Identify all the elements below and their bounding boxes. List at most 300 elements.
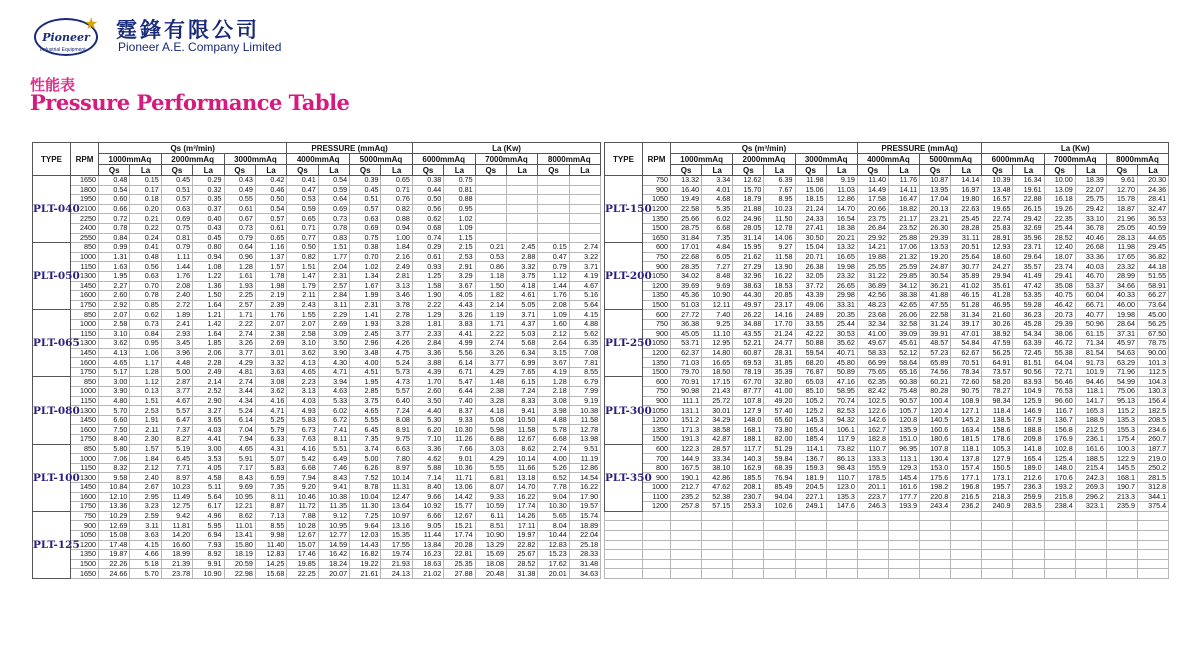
value-cell: 24.36 (1137, 185, 1168, 195)
value-cell: 22.98 (224, 569, 255, 579)
value-cell: 36.78 (1075, 223, 1106, 233)
value-cell: 190.7 (1106, 483, 1137, 493)
value-cell: 0.41 (287, 176, 318, 186)
logo-text: Pioneer (42, 30, 90, 44)
value-cell: 31.11 (951, 233, 982, 243)
value-cell: 8.48 (702, 271, 733, 281)
rpm-cell: 1300 (71, 473, 99, 483)
value-cell: 4.37 (506, 319, 537, 329)
value-cell: 6.15 (506, 377, 537, 387)
value-cell: 28.31 (764, 348, 795, 358)
value-cell: 0.75 (444, 176, 475, 186)
value-cell: 50.88 (795, 339, 826, 349)
value-cell: 2.58 (99, 319, 130, 329)
value-cell: 7.78 (538, 483, 569, 493)
table-row (605, 319, 1169, 329)
value-cell: 4.81 (224, 367, 255, 377)
value-cell: 13.06 (444, 483, 475, 493)
value-cell: 1.91 (130, 415, 161, 425)
value-cell: 19.97 (506, 530, 537, 540)
value-cell: 3.08 (538, 396, 569, 406)
qs-header: Qs (982, 165, 1013, 176)
value-cell: 3.88 (412, 358, 443, 368)
value-cell: 0.68 (412, 223, 443, 233)
value-cell: 6.02 (318, 406, 349, 416)
blank-cell (795, 540, 826, 550)
value-cell: 4.19 (569, 271, 600, 281)
value-cell: 25.75 (1075, 195, 1106, 205)
blank-cell (733, 550, 764, 560)
value-cell: 17.58 (857, 195, 888, 205)
value-cell: 1.06 (130, 348, 161, 358)
value-cell: 5.83 (255, 463, 286, 473)
value-cell: 13.90 (764, 262, 795, 272)
value-cell: 1.51 (318, 243, 349, 253)
value-cell: 111.1 (671, 396, 702, 406)
value-cell: 24.87 (920, 262, 951, 272)
value-cell: 145.2 (951, 415, 982, 425)
value-cell: 8.78 (350, 483, 381, 493)
table-row (33, 521, 601, 531)
value-cell: 42.65 (888, 300, 919, 310)
page-title: Pressure Performance Table (30, 90, 350, 115)
value-cell: 14.49 (857, 185, 888, 195)
blank-cell (982, 559, 1013, 569)
blank-cell (982, 540, 1013, 550)
table-row (605, 435, 1169, 445)
value-cell: 0.65 (255, 233, 286, 243)
qs-header: Qs (538, 165, 569, 176)
value-cell: 5.68 (506, 339, 537, 349)
company-name-en: Pioneer A.E. Company Limited (118, 40, 282, 54)
value-cell: 0.53 (475, 252, 506, 262)
value-cell: 238.4 (1044, 502, 1075, 512)
table-row (605, 243, 1169, 253)
blank-cell (1044, 540, 1075, 550)
value-cell: 236.3 (1013, 483, 1044, 493)
blank-cell (1137, 569, 1168, 579)
value-cell: 2.23 (287, 377, 318, 387)
value-cell: 6.49 (318, 454, 349, 464)
qs-group-header: Qs (m³/min) (99, 143, 287, 154)
value-cell: 56.25 (1137, 319, 1168, 329)
table-row (33, 483, 601, 493)
value-cell: 33.10 (1075, 214, 1106, 224)
value-cell: 10.92 (412, 502, 443, 512)
rpm-cell: 1350 (643, 291, 671, 301)
value-cell: 2.74 (224, 377, 255, 387)
value-cell: 39.69 (671, 281, 702, 291)
value-cell: 0.78 (99, 223, 130, 233)
value-cell: 86.13 (826, 454, 857, 464)
blank-cell (1106, 540, 1137, 550)
value-cell: 4.58 (193, 473, 224, 483)
value-cell: 4.03 (193, 425, 224, 435)
value-cell: 0.69 (350, 223, 381, 233)
value-cell: 17.46 (287, 550, 318, 560)
value-cell: 83.93 (1013, 377, 1044, 387)
value-cell: 34.63 (569, 569, 600, 579)
value-cell: 11.19 (569, 454, 600, 464)
value-cell: 27.88 (444, 569, 475, 579)
value-cell: 3.32 (255, 358, 286, 368)
blank-cell (702, 511, 733, 521)
value-cell: 52.12 (888, 348, 919, 358)
rpm-cell: 1200 (643, 204, 671, 214)
value-cell: 0.76 (381, 195, 412, 205)
value-cell: 6.60 (99, 415, 130, 425)
rpm-cell: 900 (643, 329, 671, 339)
value-cell: 9.66 (412, 492, 443, 502)
value-cell: 0.59 (318, 185, 349, 195)
value-cell: 47.42 (1013, 281, 1044, 291)
value-cell: 180.6 (920, 435, 951, 445)
value-cell: 2.14 (475, 300, 506, 310)
value-cell: 0.43 (224, 176, 255, 186)
value-cell: 215.8 (1044, 492, 1075, 502)
value-cell: 7.13 (255, 511, 286, 521)
value-cell: 4.13 (99, 348, 130, 358)
table-row (33, 329, 601, 339)
value-cell: 7.81 (569, 358, 600, 368)
value-cell: 51.55 (1137, 271, 1168, 281)
value-cell: 5.80 (99, 444, 130, 454)
value-cell: 4.40 (412, 406, 443, 416)
value-cell: 35.61 (982, 281, 1013, 291)
la-header: La (193, 165, 224, 176)
value-cell: 25.83 (982, 223, 1013, 233)
value-cell: 2.12 (130, 463, 161, 473)
value-cell: 4.13 (287, 358, 318, 368)
value-cell: 2.53 (130, 406, 161, 416)
value-cell: 1.17 (130, 358, 161, 368)
value-cell: 19.65 (982, 204, 1013, 214)
value-cell: 6.14 (444, 358, 475, 368)
value-cell: 115.2 (1106, 406, 1137, 416)
value-cell: 7.93 (193, 540, 224, 550)
rpm-cell: 1000 (71, 319, 99, 329)
value-cell: 10.29 (99, 511, 130, 521)
value-cell: 1.60 (538, 319, 569, 329)
value-cell: 87.77 (733, 387, 764, 397)
value-cell: 2.69 (255, 339, 286, 349)
value-cell: 18.82 (888, 204, 919, 214)
value-cell: 2.18 (538, 387, 569, 397)
value-cell: 4.19 (538, 367, 569, 377)
rpm-cell: 1200 (643, 281, 671, 291)
rpm-cell: 900 (643, 262, 671, 272)
value-cell: 15.21 (444, 521, 475, 531)
blank-cell (826, 530, 857, 540)
value-cell: 29.39 (920, 233, 951, 243)
value-cell: 32.47 (1137, 204, 1168, 214)
value-cell: 29.45 (1137, 243, 1168, 253)
value-cell: 51.28 (951, 300, 982, 310)
value-cell: 6.35 (569, 339, 600, 349)
value-cell: 17.06 (888, 243, 919, 253)
pressure-header: 3000mmAq (224, 154, 287, 165)
value-cell: 44.65 (1137, 233, 1168, 243)
value-cell: 2.95 (130, 492, 161, 502)
rpm-cell: 850 (71, 377, 99, 387)
rpm-cell: 1150 (71, 329, 99, 339)
value-cell: 0.69 (318, 204, 349, 214)
value-cell: 135.3 (826, 492, 857, 502)
value-cell: 140.3 (733, 454, 764, 464)
value-cell: 1.95 (350, 377, 381, 387)
value-cell: 114.1 (795, 444, 826, 454)
table-row (33, 300, 601, 310)
rpm-cell: 1050 (643, 339, 671, 349)
value-cell: 102.5 (857, 396, 888, 406)
rpm-cell: 1300 (71, 339, 99, 349)
value-cell: 23.17 (764, 300, 795, 310)
value-cell: 11.40 (255, 540, 286, 550)
value-cell: 3.62 (287, 348, 318, 358)
rpm-cell: 2400 (71, 223, 99, 233)
value-cell: 145.4 (888, 473, 919, 483)
value-cell: 42.86 (702, 473, 733, 483)
table-row (605, 329, 1169, 339)
value-cell: 58.95 (826, 387, 857, 397)
value-cell: 40.71 (826, 348, 857, 358)
rpm-cell: 1750 (71, 300, 99, 310)
value-cell: 3.23 (130, 502, 161, 512)
value-cell: 22.88 (1013, 195, 1044, 205)
value-cell: 25.05 (1106, 223, 1137, 233)
value-cell: 7.52 (350, 473, 381, 483)
value-cell: 31.38 (506, 569, 537, 579)
value-cell: 3.28 (475, 396, 506, 406)
value-cell: 46.15 (951, 291, 982, 301)
value-cell: 39.91 (920, 329, 951, 339)
blank-cell (920, 550, 951, 560)
table-row (605, 454, 1169, 464)
value-cell (506, 176, 537, 186)
pressure-header: 5000mmAq (350, 154, 413, 165)
value-cell: 4.39 (412, 367, 443, 377)
rpm-cell: 1450 (71, 281, 99, 291)
blank-cell (643, 530, 671, 540)
value-cell: 10.28 (287, 521, 318, 531)
value-cell: 40.33 (1106, 291, 1137, 301)
value-cell: 191.3 (671, 435, 702, 445)
value-cell: 39.17 (951, 319, 982, 329)
value-cell: 5.73 (381, 367, 412, 377)
value-cell: 26.15 (1013, 204, 1044, 214)
value-cell: 82.42 (857, 387, 888, 397)
value-cell: 15.68 (255, 569, 286, 579)
value-cell: 15.74 (569, 511, 600, 521)
table-row (605, 387, 1169, 397)
value-cell: 25.72 (702, 396, 733, 406)
blank-cell (671, 559, 702, 569)
performance-table-right (604, 142, 1169, 579)
value-cell: 155.3 (1106, 425, 1137, 435)
value-cell: 24.89 (795, 310, 826, 320)
table-row (605, 300, 1169, 310)
value-cell: 1.84 (381, 243, 412, 253)
value-cell: 175.4 (1106, 435, 1137, 445)
value-cell: 296.2 (1075, 492, 1106, 502)
value-cell: 5.24 (224, 406, 255, 416)
value-cell: 18.07 (1044, 252, 1075, 262)
value-cell: 2.16 (381, 252, 412, 262)
table-row (605, 204, 1169, 214)
value-cell: 15.80 (224, 540, 255, 550)
value-cell: 4.61 (506, 291, 537, 301)
value-cell: 3.53 (193, 454, 224, 464)
value-cell: 2.84 (318, 291, 349, 301)
value-cell: 90.98 (671, 387, 702, 397)
value-cell: 1.09 (538, 310, 569, 320)
value-cell: 4.71 (255, 406, 286, 416)
value-cell: 209.8 (1013, 435, 1044, 445)
value-cell: 135.9 (888, 425, 919, 435)
value-cell: 0.42 (255, 176, 286, 186)
value-cell: 14.11 (888, 185, 919, 195)
value-cell: 20.13 (920, 204, 951, 214)
value-cell: 6.26 (350, 463, 381, 473)
value-cell: 1.85 (193, 339, 224, 349)
value-cell: 10.84 (99, 483, 130, 493)
value-cell: 3.10 (287, 339, 318, 349)
value-cell: 185.4 (795, 435, 826, 445)
table-row (33, 492, 601, 502)
qs-header: Qs (161, 165, 192, 176)
value-cell: 236.2 (951, 502, 982, 512)
rpm-cell: 800 (643, 463, 671, 473)
value-cell: 5.65 (538, 511, 569, 521)
blank-cell (764, 530, 795, 540)
table-row (605, 195, 1169, 205)
value-cell: 12.78 (569, 425, 600, 435)
value-cell: 3.15 (538, 348, 569, 358)
value-cell: 9.27 (764, 243, 795, 253)
value-cell: 17.74 (444, 530, 475, 540)
blank-cell (1137, 559, 1168, 569)
value-cell: 195.7 (982, 483, 1013, 493)
blank-cell (888, 521, 919, 531)
value-cell: 17.74 (506, 502, 537, 512)
value-cell: 20.59 (224, 559, 255, 569)
value-cell: 0.45 (161, 176, 192, 186)
value-cell: 137.8 (951, 454, 982, 464)
value-cell: 4.00 (538, 454, 569, 464)
value-cell: 65.89 (920, 358, 951, 368)
rpm-cell: 1500 (643, 367, 671, 377)
value-cell: 39.09 (888, 329, 919, 339)
value-cell: 7.17 (224, 463, 255, 473)
value-cell: 163.4 (951, 425, 982, 435)
value-cell: 10.14 (506, 454, 537, 464)
value-cell: 95.13 (1106, 396, 1137, 406)
value-cell: 5.11 (193, 483, 224, 493)
value-cell: 16.18 (1044, 195, 1075, 205)
value-cell: 1.77 (318, 252, 349, 262)
table-row (605, 444, 1169, 454)
value-cell: 151.0 (888, 435, 919, 445)
value-cell: 118.1 (951, 444, 982, 454)
value-cell: 0.50 (287, 243, 318, 253)
blank-cell (888, 559, 919, 569)
value-cell: 10.90 (475, 530, 506, 540)
value-cell: 5.19 (161, 444, 192, 454)
value-cell: 13.32 (671, 176, 702, 186)
value-cell: 54.99 (1106, 377, 1137, 387)
blank-row (605, 521, 1169, 531)
value-cell: 182.8 (857, 435, 888, 445)
value-cell: 216.5 (951, 492, 982, 502)
value-cell: 7.24 (506, 387, 537, 397)
value-cell: 19.98 (826, 262, 857, 272)
value-cell: 4.88 (569, 319, 600, 329)
value-cell: 7.35 (255, 483, 286, 493)
value-cell: 122.9 (1106, 454, 1137, 464)
value-cell: 36.23 (1013, 310, 1044, 320)
value-cell: 21.88 (733, 204, 764, 214)
rpm-cell: 2250 (71, 214, 99, 224)
value-cell: 2.11 (287, 291, 318, 301)
value-cell: 22.58 (920, 310, 951, 320)
table-row (33, 176, 601, 186)
value-cell: 2.27 (99, 281, 130, 291)
value-cell: 36.82 (1137, 252, 1168, 262)
value-cell: 65.03 (795, 377, 826, 387)
value-cell: 1.81 (412, 319, 443, 329)
rpm-cell: 1500 (643, 435, 671, 445)
value-cell: 71.96 (1106, 367, 1137, 377)
value-cell: 2.74 (538, 444, 569, 454)
value-cell: 177.7 (888, 492, 919, 502)
table-row (33, 396, 601, 406)
value-cell: 3.71 (569, 262, 600, 272)
qs-header: Qs (671, 165, 702, 176)
value-cell: 5.79 (255, 425, 286, 435)
pressure-header: 6000mmAq (982, 154, 1044, 165)
value-cell: 43.39 (795, 291, 826, 301)
value-cell: 4.51 (350, 367, 381, 377)
value-cell: 2.88 (506, 252, 537, 262)
value-cell: 6.94 (193, 530, 224, 540)
value-cell: 1.51 (287, 262, 318, 272)
blank-cell (1013, 569, 1044, 579)
value-cell: 34.12 (888, 281, 919, 291)
value-cell: 90.00 (1137, 348, 1168, 358)
value-cell: 123.0 (826, 483, 857, 493)
rpm-cell: 1050 (643, 195, 671, 205)
value-cell: 0.67 (224, 214, 255, 224)
table-row (33, 454, 601, 464)
blank-cell (605, 521, 643, 531)
value-cell: 7.25 (350, 511, 381, 521)
blank-row (605, 550, 1169, 560)
value-cell: 1.64 (193, 329, 224, 339)
value-cell: 1.63 (99, 262, 130, 272)
value-cell: 23.21 (920, 214, 951, 224)
value-cell: 3.44 (224, 387, 255, 397)
value-cell: 16.82 (350, 550, 381, 560)
value-cell: 0.24 (130, 233, 161, 243)
value-cell: 22.58 (671, 204, 702, 214)
value-cell: 0.45 (350, 185, 381, 195)
value-cell: 0.22 (130, 223, 161, 233)
value-cell: 13.48 (982, 185, 1013, 195)
value-cell: 16.23 (412, 550, 443, 560)
value-cell: 118.1 (1075, 387, 1106, 397)
pressure-group-header: PRESSURE (mmAq) (857, 143, 982, 154)
value-cell: 11.98 (1106, 243, 1137, 253)
